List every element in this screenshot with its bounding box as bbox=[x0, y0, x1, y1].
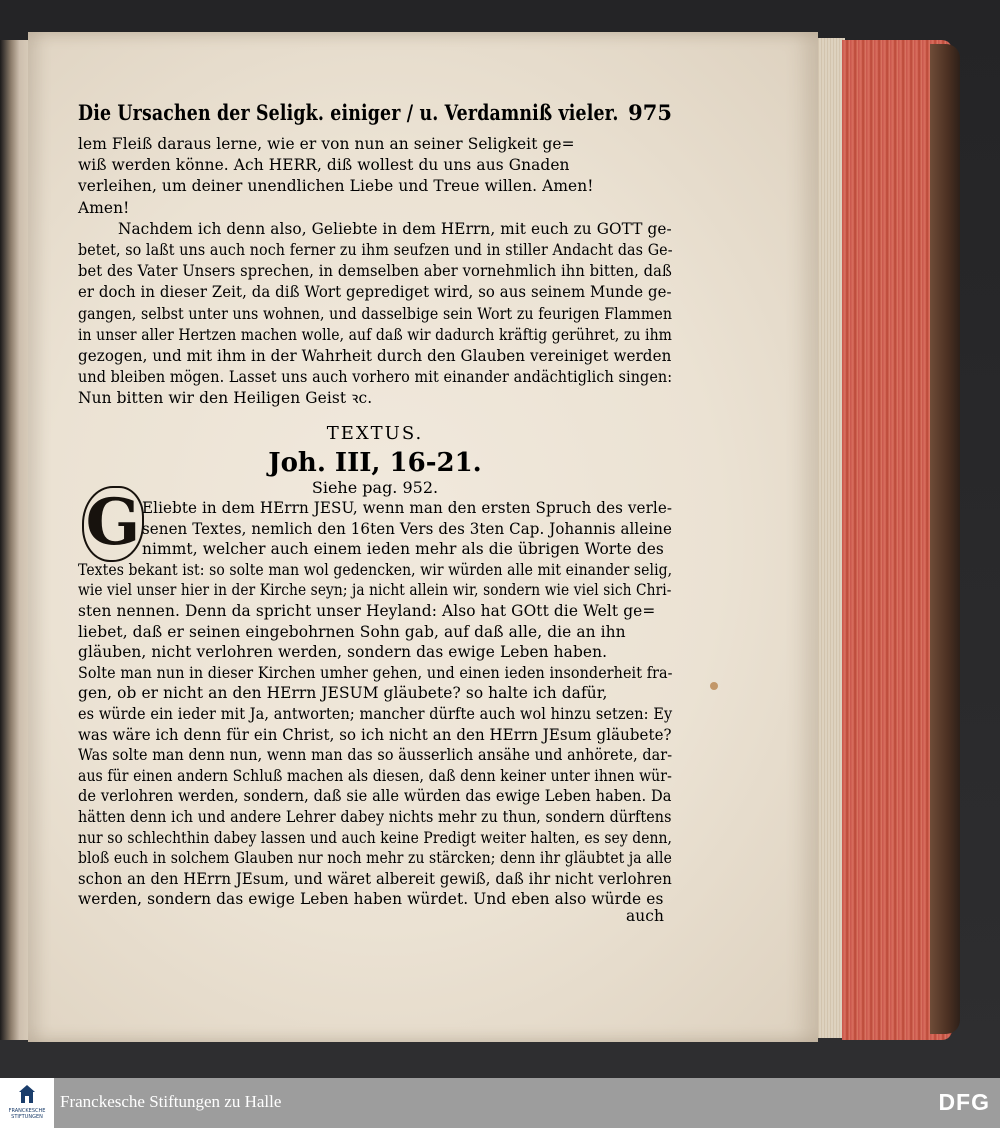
paper-stain bbox=[710, 682, 718, 690]
book-cover-edge bbox=[930, 44, 960, 1034]
dfg-logo[interactable]: DFG bbox=[938, 1089, 990, 1115]
text-line: nur so schlechthin dabey lassen und auch keine Predigt weiter halten, es sey denn, bbox=[78, 828, 673, 847]
text-line: er doch in dieser Zeit, da diß Wort geprediget wird, so aus seinem Munde ge- bbox=[78, 283, 672, 302]
institution-logo[interactable] bbox=[0, 1078, 54, 1128]
text-line: de verlohren werden, sondern, daß sie alle würden das ewige Leben haben. Da bbox=[78, 787, 672, 806]
text-line: Textes bekant ist: so solte man wol gedencken, wir würden alle mit einander selig, bbox=[78, 560, 673, 579]
logo-caption: FRANCKESCHE STIFTUNGEN bbox=[8, 1108, 46, 1120]
running-head-title: Die Ursachen der Seligk. einiger / u. Verdamniß vieler. bbox=[78, 100, 619, 125]
text-line: Solte man nun in dieser Kirchen umher gehen, und einen ieden insonderheit fra- bbox=[78, 663, 673, 682]
text-line: gangen, selbst unter uns wohnen, und dasselbige sein Wort zu feurigen Flammen bbox=[78, 304, 673, 323]
footer-bar bbox=[0, 1078, 1000, 1128]
text-line: und bleiben mögen. Lasset uns auch vorhero mit einander andächtiglich singen: bbox=[78, 368, 673, 387]
page-number: 975 bbox=[628, 100, 672, 125]
text-line: was wäre ich denn für ein Christ, so ich nicht an den HErrn JEsum gläubete? bbox=[78, 725, 672, 744]
institution-name[interactable]: Franckesche Stiftungen zu Halle bbox=[60, 1092, 282, 1111]
drop-cap-initial: G bbox=[82, 486, 144, 562]
text-line: wie viel unser hier in der Kirche seyn; ja nicht allein wir, sondern wie viel sich Chri- bbox=[78, 581, 672, 600]
textus-reference: Joh. III, 16-21. bbox=[268, 448, 482, 478]
text-line: in unser aller Hertzen machen wolle, auf daß wir dadurch kräftig gerühret, zu ihm bbox=[78, 325, 672, 344]
catchword: auch bbox=[626, 907, 665, 925]
text-line: gen, ob er nicht an den HErrn JESUM gläubete? so halte ich dafür, bbox=[78, 684, 608, 703]
text-line: werden, sondern das ewige Leben haben würdet. Und eben also würde es bbox=[78, 890, 664, 909]
text-line: senen Textes, nemlich den 16ten Vers des 3ten Cap. Johannis alleine bbox=[142, 519, 672, 538]
text-line: bet des Vater Unsers sprechen, in demselben aber vornehmlich ihn bitten, daß bbox=[78, 262, 672, 281]
text-line: betet, so laßt uns auch noch ferner zu ihm seufzen und in stiller Andacht das Ge- bbox=[78, 241, 673, 259]
text-line: lem Fleiß daraus lerne, wie er von nun an seiner Seligkeit ge= bbox=[78, 135, 575, 153]
text-line: gläuben, nicht verlohren werden, sondern das ewige Leben haben. bbox=[78, 643, 608, 662]
text-line: es würde ein ieder mit Ja, antworten; mancher dürfte auch wol hinzu setzen: Ey bbox=[78, 705, 673, 723]
text-line: aus für einen andern Schluß machen als diesen, daß denn keiner unter ihnen wür- bbox=[78, 766, 672, 785]
running-head bbox=[78, 100, 672, 134]
text-line: Was solte man denn nun, wenn man das so äusserlich ansähe und anhörete, dar- bbox=[78, 746, 673, 765]
text-line: verleihen, um deiner unendlichen Liebe und Treue willen. Amen! bbox=[78, 177, 594, 196]
text-line: bloß euch in solchem Glauben nur noch mehr zu stärcken; denn ihr gläubtet ja alle bbox=[78, 849, 672, 868]
textus-label: TEXTUS. bbox=[326, 423, 424, 444]
text-line: Nachdem ich denn also, Geliebte in dem HErrn, mit euch zu GOTT ge- bbox=[118, 219, 672, 238]
text-line: hätten denn ich und andere Lehrer dabey nichts mehr zu thun, sondern dürftens bbox=[78, 808, 672, 826]
text-line: nimmt, welcher auch einem ieden mehr als die übrigen Worte des bbox=[142, 540, 664, 559]
text-line: schon an den HErrn JEsum, und wäret albereit gewiß, daß ihr nicht verlohren bbox=[78, 869, 672, 888]
building-icon bbox=[18, 1084, 36, 1104]
text-line: wiß werden könne. Ach HERR, diß wollest du uns aus Gnaden bbox=[78, 156, 570, 175]
text-line: Amen! bbox=[78, 198, 130, 217]
text-line: Nun bitten wir den Heiligen Geist ꝛc. bbox=[78, 389, 373, 408]
text-line: gezogen, und mit ihm in der Wahrheit durch den Glauben vereiniget werden bbox=[78, 347, 672, 365]
textus-see-page: Siehe pag. 952. bbox=[311, 478, 439, 497]
text-line: Eliebte in dem HErrn JESU, wenn man den ersten Spruch des verle- bbox=[142, 499, 673, 517]
text-line: liebet, daß er seinen eingebohrnen Sohn gab, auf daß alle, die an ihn bbox=[78, 622, 626, 641]
text-line: sten nennen. Denn da spricht unser Heyland: Also hat GOtt die Welt ge= bbox=[78, 602, 656, 620]
left-page-edge bbox=[0, 40, 28, 1040]
